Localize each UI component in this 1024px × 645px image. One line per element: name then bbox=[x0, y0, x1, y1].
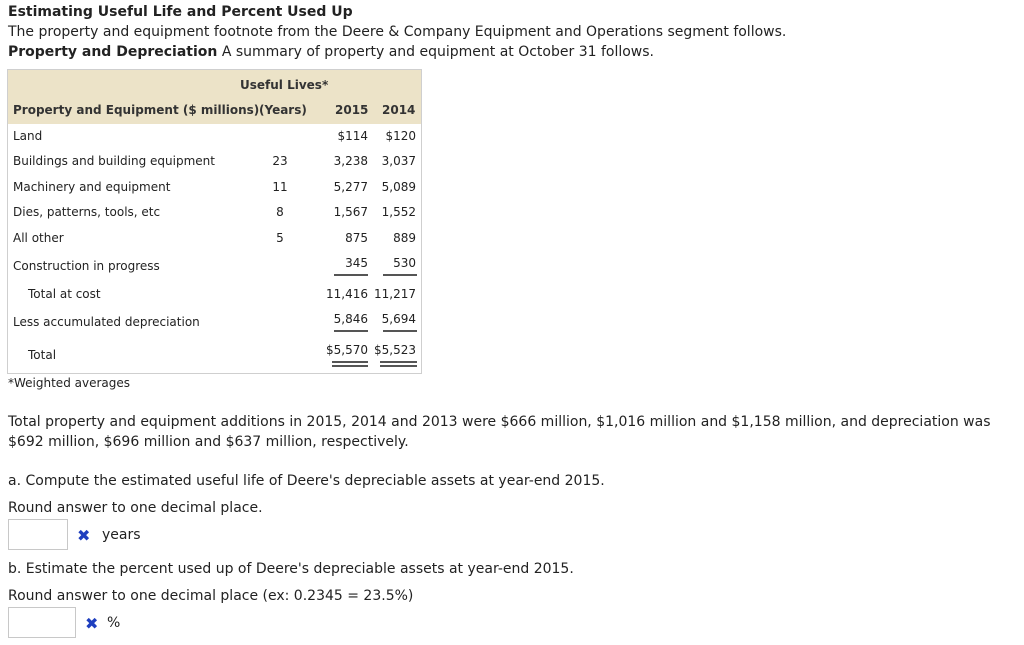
row-label: Dies, patterns, tools, etc bbox=[13, 205, 161, 219]
row-life: 5 bbox=[276, 231, 284, 245]
row-label: Buildings and building equipment bbox=[13, 154, 215, 168]
subtotal-underline bbox=[383, 274, 417, 276]
intro-text: The property and equipment footnote from the Deere & Company Equipment and Operations segment follows. bbox=[8, 24, 787, 40]
row-life: 8 bbox=[276, 205, 284, 219]
answer-b-unit: % bbox=[107, 615, 121, 631]
row-2014: $120 bbox=[385, 129, 416, 143]
total-double-underline bbox=[380, 361, 417, 363]
row-2014: 1,552 bbox=[381, 205, 416, 219]
row-2015: 11,416 bbox=[326, 287, 368, 301]
row-label: Total at cost bbox=[28, 287, 101, 301]
total-double-underline bbox=[332, 365, 368, 367]
row-2014: 5,694 bbox=[381, 312, 416, 326]
incorrect-icon: ✖ bbox=[77, 526, 91, 545]
row-label: Construction in progress bbox=[13, 259, 160, 273]
answer-a-unit: years bbox=[102, 527, 141, 543]
total-double-underline bbox=[380, 365, 417, 367]
row-2015: $5,570 bbox=[326, 343, 368, 357]
additions-paragraph: Total property and equipment additions in 2015, 2014 and 2013 were $666 million, $1,016 million and $1,158 million, and depreciation was $692 million, $696 million and $637 million, respectively. bbox=[8, 414, 991, 450]
row-2015: 1,567 bbox=[333, 205, 368, 219]
row-2014: 889 bbox=[393, 231, 416, 245]
row-2014: 530 bbox=[393, 256, 416, 270]
subtotal-underline bbox=[334, 330, 368, 332]
header-2015: 2015 bbox=[335, 103, 369, 117]
question-b-rounding: Round answer to one decimal place (ex: 0.2345 = 23.5%) bbox=[8, 588, 414, 604]
row-life: 23 bbox=[272, 154, 288, 168]
property-description bbox=[8, 44, 654, 60]
total-double-underline bbox=[332, 361, 368, 363]
row-label: Total bbox=[28, 348, 57, 362]
header-item: Property and Equipment ($ millions) bbox=[13, 103, 260, 117]
answer-a-input[interactable] bbox=[8, 519, 68, 550]
header-2014: 2014 bbox=[382, 103, 416, 117]
question-b: b. Estimate the percent used up of Deere's depreciable assets at year-end 2015. bbox=[8, 561, 574, 577]
question-a: a. Compute the estimated useful life of Deere's depreciable assets at year-end 2015. bbox=[8, 473, 605, 489]
problem-title: Estimating Useful Life and Percent Used Up bbox=[8, 4, 353, 20]
subtotal-underline bbox=[383, 330, 417, 332]
row-2014: $5,523 bbox=[374, 343, 416, 357]
incorrect-icon: ✖ bbox=[85, 614, 99, 633]
row-2014: 11,217 bbox=[374, 287, 416, 301]
row-2014: 5,089 bbox=[381, 180, 416, 194]
question-a-rounding: Round answer to one decimal place. bbox=[8, 500, 263, 516]
subtotal-underline bbox=[334, 274, 368, 276]
header-years: (Years) bbox=[259, 103, 307, 117]
row-life: 11 bbox=[272, 180, 288, 194]
row-2014: 3,037 bbox=[381, 154, 416, 168]
row-2015: 5,846 bbox=[333, 312, 368, 326]
row-2015: 3,238 bbox=[333, 154, 368, 168]
row-2015: 345 bbox=[345, 256, 368, 270]
header-useful-lives: Useful Lives* bbox=[240, 78, 329, 92]
property-description-text: A summary of property and equipment at October 31 follows. bbox=[217, 44, 654, 60]
answer-b-input[interactable] bbox=[8, 607, 76, 638]
row-2015: $114 bbox=[337, 129, 368, 143]
property-table bbox=[7, 69, 422, 374]
table-footnote: *Weighted averages bbox=[8, 376, 130, 390]
property-heading: Property and Depreciation bbox=[8, 44, 218, 60]
row-label: Machinery and equipment bbox=[13, 180, 171, 194]
row-label: Land bbox=[13, 129, 43, 143]
row-label: Less accumulated depreciation bbox=[13, 315, 200, 329]
row-2015: 5,277 bbox=[333, 180, 368, 194]
row-label: All other bbox=[13, 231, 64, 245]
row-2015: 875 bbox=[345, 231, 368, 245]
